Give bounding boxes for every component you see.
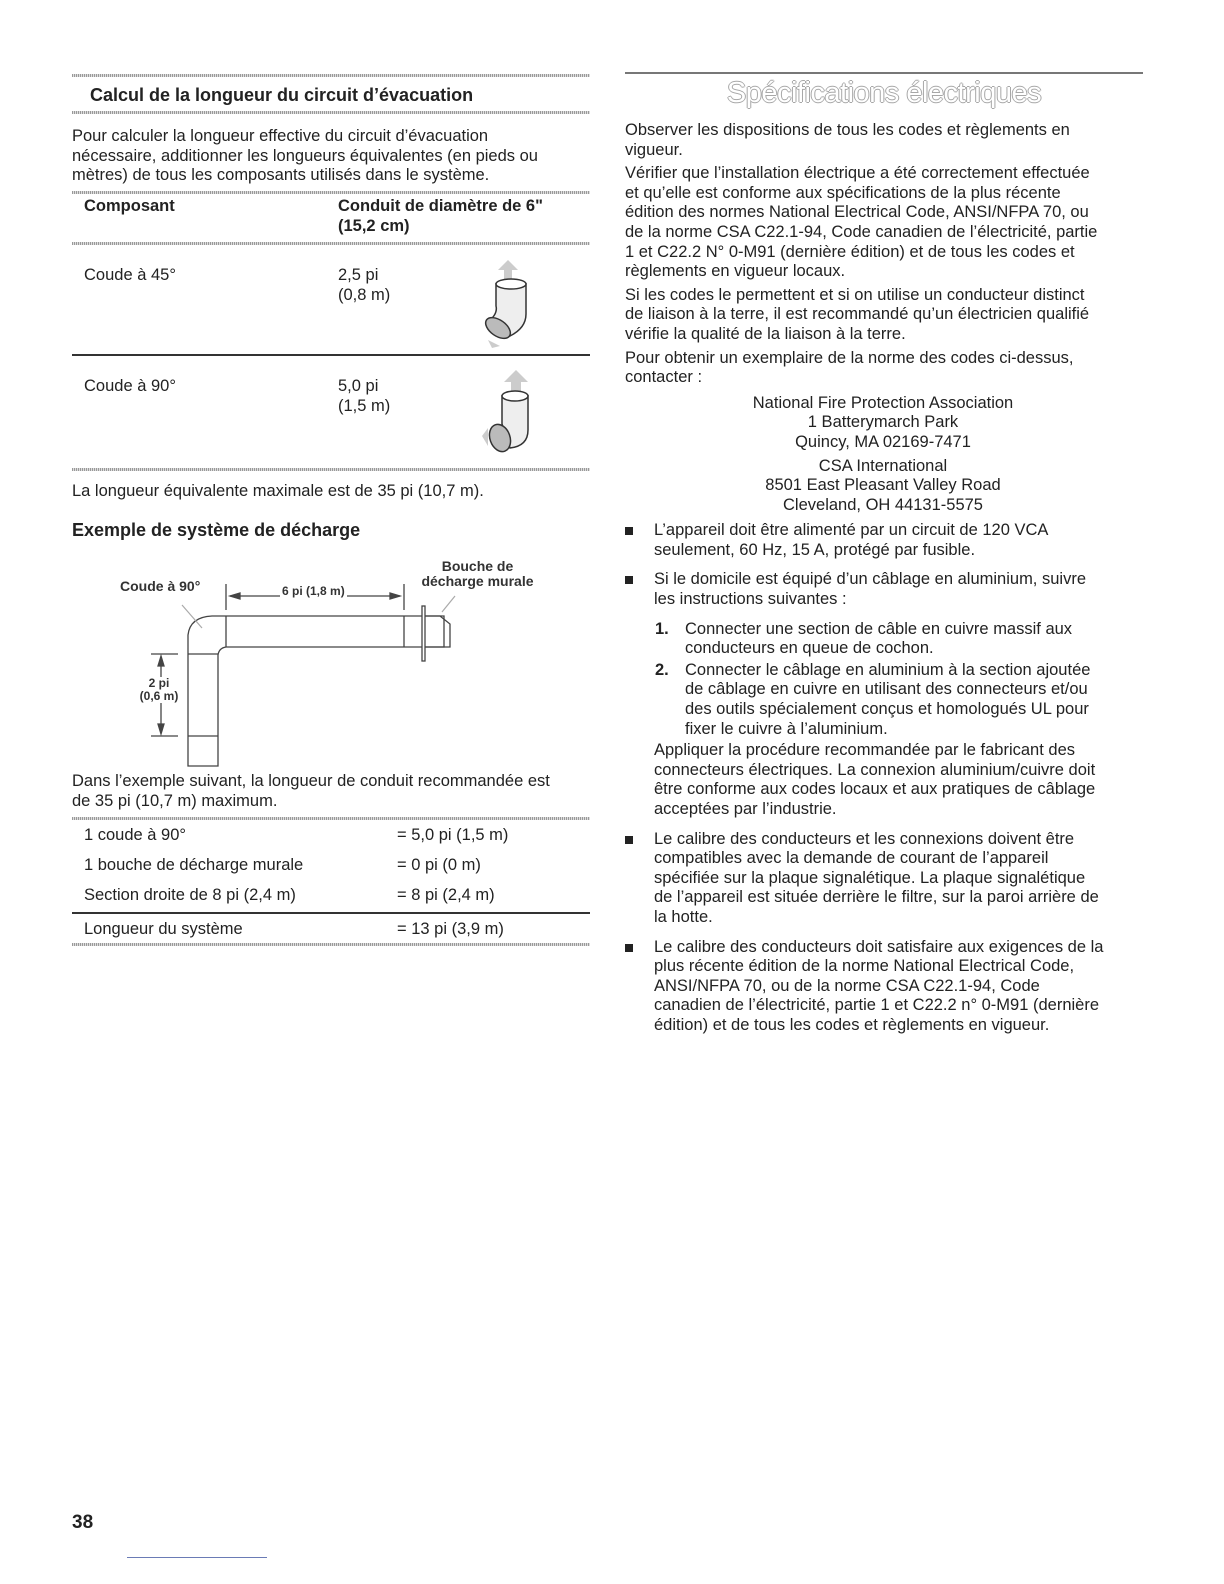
divider — [625, 72, 1143, 74]
elbow-90-icon — [478, 366, 548, 462]
bullet-item — [625, 830, 1145, 928]
address-csa — [625, 457, 1141, 516]
paragraph — [625, 121, 1145, 160]
text-line: Conduit de diamètre de 6" — [338, 197, 543, 215]
item-number: 1. — [655, 619, 669, 638]
divider — [72, 242, 590, 245]
paragraph — [625, 349, 1145, 388]
text-line: édition des normes National Electrical Code, ANSI/NFPA 70, ou — [625, 203, 1089, 222]
bullet-icon — [625, 836, 633, 844]
bullet-icon — [625, 527, 633, 535]
text-line: les instructions suivantes : — [654, 590, 847, 609]
bullet-item — [625, 938, 1145, 1036]
bullet-icon — [625, 944, 633, 952]
text-line: (1,5 m) — [338, 396, 391, 415]
table-header-component: Composant — [84, 197, 175, 215]
section-title: Spécifications électriques — [726, 77, 1042, 109]
text-line: seulement, 60 Hz, 15 A, protégé par fusible. — [654, 540, 976, 559]
text-line: vigueur. — [625, 140, 683, 159]
text-line: 5,0 pi — [338, 377, 379, 395]
text-line: de liaison à la terre, il est recommandé qu’un électricien qualifié — [625, 305, 1090, 324]
divider — [72, 111, 590, 114]
text-line: Bouche de — [441, 558, 514, 574]
text-line: compatibles avec la demande de courant de l’appareil — [654, 849, 1049, 868]
divider — [72, 912, 590, 914]
text-line: Si les codes le permettent et si on utilise un conducteur distinct — [625, 285, 1085, 304]
text-line: règlements en vigueur locaux. — [625, 262, 846, 281]
text-line: contacter : — [625, 368, 703, 387]
table-row-name: Coude à 90° — [84, 377, 176, 395]
text-line: 2 pi — [148, 676, 170, 690]
text-line: 1 et C22.2 N° 0-M91 (dernière édition) et de tous les codes et — [625, 242, 1075, 261]
text-line: de la norme CSA C22.1-94, Code canadien de l’électricité, partie — [625, 222, 1098, 241]
diagram-label-vertical — [132, 677, 186, 703]
text-line: CSA International — [818, 456, 948, 475]
table-header-duct — [338, 197, 543, 236]
text-line: décharge murale — [421, 573, 534, 589]
elbow-45-icon — [478, 252, 548, 348]
text-line: L’appareil doit être alimenté par un circuit de 120 VCA — [654, 521, 1049, 540]
text-line: Dans l’exemple suivant, la longueur de conduit recommandée est — [72, 772, 550, 790]
text-line: plus récente édition de la norme National Electrical Code, — [654, 957, 1075, 976]
text-line: de câblage en cuivre en utilisant des connecteurs et/ou — [685, 680, 1088, 699]
intro-paragraph — [72, 127, 538, 186]
address-nfpa — [625, 394, 1141, 453]
text-line: (0,6 m) — [139, 689, 179, 703]
text-line: nécessaire, additionner les longueurs équivalentes (en pieds ou — [72, 146, 538, 165]
table-row-name: Coude à 45° — [84, 266, 176, 284]
text-line: être conforme aux codes locaux et aux pratiques de câblage — [654, 780, 1096, 799]
page-number: 38 — [72, 1512, 94, 1533]
paragraph — [625, 164, 1145, 282]
divider — [72, 468, 590, 471]
section-heading: Calcul de la longueur du circuit d’évacuation — [90, 85, 474, 105]
text-line: Cleveland, OH 44131-5575 — [783, 495, 983, 514]
text-line: canadien de l’électricité, partie 1 et C22.2 n° 0-M91 (dernière — [654, 996, 1100, 1015]
diagram-label-elbow: Coude à 90° — [120, 578, 201, 594]
calc-total: Longueur du système — [84, 920, 243, 938]
text-line: (0,8 m) — [338, 285, 391, 304]
text-line: Connecter une section de câble en cuivre massif aux — [685, 619, 1073, 638]
calc-row: Section droite de 8 pi (2,4 m) — [84, 886, 296, 904]
text-line: Connecter le câblage en aluminium à la section ajoutée — [685, 660, 1091, 679]
text-line: Pour obtenir un exemplaire de la norme des codes ci-dessus, — [625, 348, 1074, 367]
paragraph — [625, 286, 1145, 345]
text-line: Pour calculer la longueur effective du circuit d’évacuation — [72, 127, 489, 145]
text-line: Si le domicile est équipé d’un câblage en aluminium, suivre — [654, 570, 1086, 589]
footer-line — [127, 1557, 267, 1558]
text-line: la hotte. — [654, 907, 713, 926]
divider — [72, 74, 590, 77]
text-line: 8501 East Pleasant Valley Road — [765, 476, 1001, 495]
text-line: fixer le cuivre à l’aluminium. — [685, 719, 888, 738]
table-row-value — [338, 377, 390, 416]
table-row-value — [338, 266, 390, 305]
text-line: ANSI/NFPA 70, ou de la norme CSA C22.1-94, Code — [654, 976, 1040, 995]
calc-total-value: = 13 pi (3,9 m) — [397, 920, 504, 938]
bullet-icon — [625, 576, 633, 584]
vent-system-diagram — [60, 540, 560, 770]
text-line: de l’appareil est située derrière le filtre, sur la paroi arrière de — [654, 888, 1099, 907]
text-line: et qu’elle est conforme aux spécifications de la plus récente — [625, 183, 1061, 202]
example-paragraph — [72, 772, 550, 811]
calc-row: 1 coude à 90° — [84, 826, 187, 844]
text-line: Vérifier que l’installation électrique a été correctement effectuée — [625, 164, 1090, 183]
divider — [72, 943, 590, 946]
example-heading: Exemple de système de décharge — [72, 520, 361, 540]
calc-value: = 8 pi (2,4 m) — [397, 886, 495, 904]
bullet-item — [625, 521, 1145, 560]
calc-row: 1 bouche de décharge murale — [84, 856, 304, 874]
item-number: 2. — [655, 660, 669, 679]
numbered-item — [625, 620, 1145, 659]
divider — [72, 191, 590, 194]
text-line: connecteurs électriques. La connexion aluminium/cuivre doit — [654, 760, 1096, 779]
text-line: mètres) de tous les composants utilisés dans le système. — [72, 166, 490, 185]
divider — [72, 817, 590, 820]
text-line: Le calibre des conducteurs et les connexions doivent être — [654, 829, 1075, 848]
text-line: Quincy, MA 02169-7471 — [795, 432, 971, 451]
text-line: édition) et de tous les codes et règlements en vigueur. — [654, 1015, 1050, 1034]
diagram-label-horizontal: 6 pi (1,8 m) — [280, 582, 347, 602]
divider — [72, 354, 590, 356]
text-line: Observer les dispositions de tous les codes et règlements en — [625, 121, 1070, 139]
text-line: Le calibre des conducteurs doit satisfaire aux exigences de la — [654, 937, 1104, 956]
text-line: Appliquer la procédure recommandée par le fabricant des — [654, 741, 1075, 760]
text-line: acceptées par l’industrie. — [654, 800, 837, 818]
text-line: spécifiée sur la plaque signalétique. La plaque signalétique — [654, 868, 1086, 887]
max-length-note: La longueur équivalente maximale est de 35 pi (10,7 m). — [72, 482, 484, 500]
paragraph — [625, 741, 1145, 819]
text-line: 1 Batterymarch Park — [807, 413, 959, 432]
text-line: vérifie la qualité de la liaison à la terre. — [625, 324, 906, 343]
electrical-specs — [625, 121, 1145, 1036]
text-line: 2,5 pi — [338, 266, 379, 284]
calc-value: = 0 pi (0 m) — [397, 856, 481, 874]
calc-value: = 5,0 pi (1,5 m) — [397, 826, 509, 844]
numbered-item — [625, 661, 1145, 739]
text-line: National Fire Protection Association — [752, 393, 1014, 412]
text-line: (15,2 cm) — [338, 216, 410, 235]
text-line: de 35 pi (10,7 m) maximum. — [72, 791, 278, 810]
text-line: conducteurs en queue de cochon. — [685, 639, 934, 658]
bullet-item — [625, 570, 1145, 609]
text-line: des outils spécialement conçus et homologués UL pour — [685, 700, 1089, 719]
